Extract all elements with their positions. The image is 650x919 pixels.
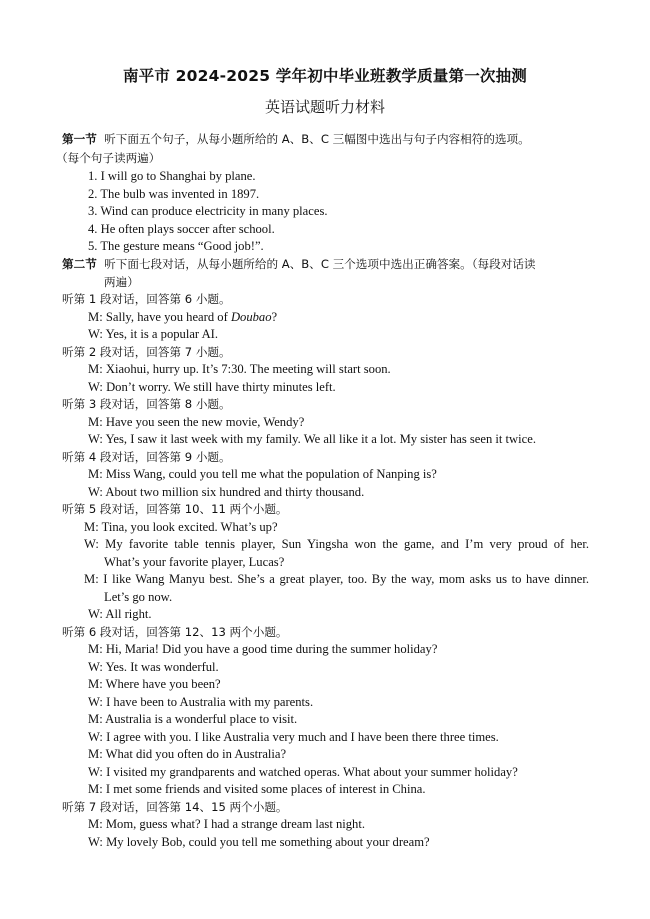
section1-instruction: 听下面五个句子，从每小题所给的 A、B、C 三幅图中选出与句子内容相符的选项。 (104, 132, 530, 146)
dialog-line: W: All right. (88, 607, 152, 621)
dialog-line: W: About two million six hundred and thirty thousand. (88, 485, 365, 499)
dialog-line: W: Yes. It was wonderful. (88, 660, 219, 674)
sentence-item: 4. He often plays soccer after school. (88, 222, 275, 236)
dialog-line: W: I have been to Australia with my parents. (88, 695, 314, 709)
dialog-line: M: I like Wang Manyu best. She’s a great player, too. By the way, mom asks us to have dinner. (84, 572, 589, 586)
dialog-line: M: I met some friends and visited some places of interest in China. (88, 782, 426, 796)
dialog-line: W: I agree with you. I like Australia very much and I have been there three times. (88, 730, 499, 744)
dialog-line: M: Xiaohui, hurry up. It’s 7:30. The meeting will start soon. (88, 362, 391, 376)
dialog-heading: 听第 7 段对话，回答第 14、15 两个小题。 (62, 800, 288, 814)
dialog-line: M: Sally, have you heard of Doubao? (88, 310, 278, 324)
dialog-line: W: Yes, I saw it last week with my family. We all like it a lot. My sister has seen it twice. (88, 432, 536, 446)
dialog-line: M: Where have you been? (88, 677, 221, 691)
sentence-item: 5. The gesture means “Good job!”. (88, 239, 264, 253)
dialog-line: W: Don’t worry. We still have thirty minutes left. (88, 380, 336, 394)
dialog-heading: 听第 4 段对话，回答第 9 小题。 (62, 450, 231, 464)
dialog-line: M: Have you seen the new movie, Wendy? (88, 415, 305, 429)
dialog-heading: 听第 6 段对话，回答第 12、13 两个小题。 (62, 625, 288, 639)
sentence-item: 3. Wind can produce electricity in many places. (88, 204, 328, 218)
dialog-line: M: Miss Wang, could you tell me what the population of Nanping is? (88, 467, 437, 481)
sentence-item: 1. I will go to Shanghai by plane. (88, 169, 256, 183)
dialog-line: W: Yes, it is a popular AI. (88, 327, 219, 341)
section1-label: 第一节 (62, 132, 97, 146)
sentence-item: 2. The bulb was invented in 1897. (88, 187, 260, 201)
section2-instruction-line (62, 256, 536, 272)
dialog-heading: 听第 1 段对话，回答第 6 小题。 (62, 292, 231, 306)
page-title: 南平市 2024-2025 学年初中毕业班教学质量第一次抽测 (122, 67, 527, 85)
dialog-line: M: Mom, guess what? I had a strange dream last night. (88, 817, 366, 831)
dialog-line: Let’s go now. (104, 590, 173, 604)
dialog-line: M: Tina, you look excited. What’s up? (84, 520, 278, 534)
dialog-line: M: Hi, Maria! Did you have a good time during the summer holiday? (88, 642, 438, 656)
dialog-heading: 听第 3 段对话，回答第 8 小题。 (62, 397, 231, 411)
dialog-line: What’s your favorite player, Lucas? (104, 555, 285, 569)
section2-note: 两遍） (104, 275, 139, 289)
dialog-line: M: Australia is a wonderful place to visit. (88, 712, 298, 726)
dialog-line: M: What did you often do in Australia? (88, 747, 287, 761)
section1-note: （每个句子读两遍） (56, 151, 161, 165)
dialog-heading: 听第 5 段对话，回答第 10、11 两个小题。 (62, 502, 288, 516)
dialog-line: W: My favorite table tennis player, Sun Yingsha won the game, and I’m very proud of her. (84, 537, 589, 551)
dialog-heading: 听第 2 段对话，回答第 7 小题。 (62, 345, 231, 359)
dialog-line: W: I visited my grandparents and watched operas. What about your summer holiday? (88, 765, 518, 779)
section2-instruction: 听下面七段对话，从每小题所给的 A、B、C 三个选项中选出正确答案。（每段对话读 (104, 257, 536, 271)
dialog-line: W: My lovely Bob, could you tell me something about your dream? (88, 835, 430, 849)
section1-instruction-line (62, 131, 530, 147)
section2-label: 第二节 (62, 257, 97, 271)
doubao-title: Doubao (230, 310, 272, 324)
page-subtitle: 英语试题听力材料 (264, 98, 385, 116)
